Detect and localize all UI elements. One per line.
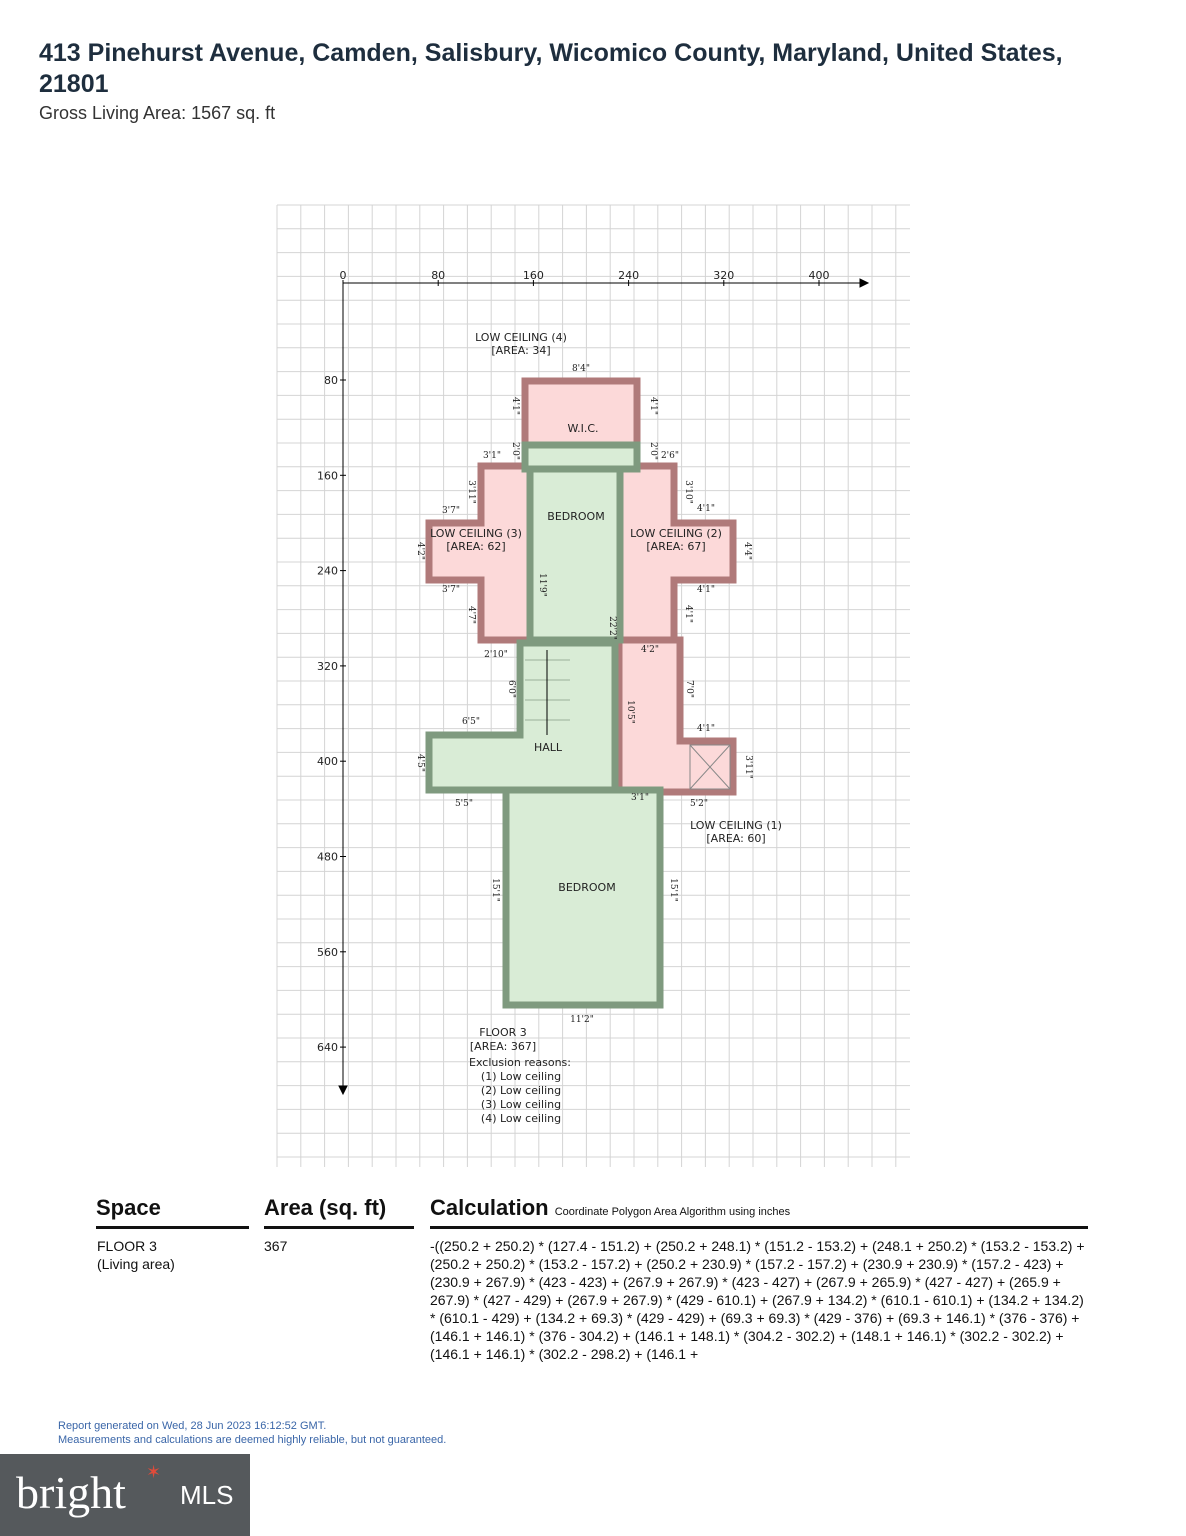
table-row-calc: -((250.2 + 250.2) * (127.4 - 151.2) + (250.2 + 248.1) * (151.2 - 153.2) + (248.1 + 250.2) * (153.2 - 153.2) + (250.2 + 250.2) * (153.2 - 157.2) + (250.2 + 230.9) * (157.2 - 157.2) + (230.9 + 230.9) * (157.2 - 423) + (230.9 + 267.9) * (423 - 423) + (267.9 + 267.9) * (423 - 427) + (267.9 + 265.9) * (427 - 427) + (265.9 + 267.9) * (427 - 429) + (267.9 + 267.9) * (429 - 610.1) + (267.9 + 134.2) * (610.1 - 610.1) + (134.2 + 134.2) * (610.1 - 429) + (134.2 + 69.3) * (429 - 429) + (69.3 + 69.3) * (429 - 376) + (69.3 + 146.1) * (376 - 376) + (146.1 + 146.1) * (376 - 304.2) + (146.1 + 148.1) * (304.2 - 302.2) + (148.1 + 146.1) * (302.2 - 302.2) + (146.1 + 146.1) * (302.2 - 298.2) + (146.1 +: [430, 1238, 1085, 1362]
low-ceiling-2-label: LOW CEILING (2): [630, 527, 722, 540]
y-tick-label: 400: [317, 755, 338, 769]
page-title: 413 Pinehurst Avenue, Camden, Salisbury, Wicomico County, Maryland, United States, 21801: [39, 39, 1063, 98]
dimension-label: 10'5": [625, 700, 635, 724]
y-tick-label: 160: [317, 469, 338, 483]
low-ceiling-2-area: [AREA: 67]: [646, 540, 706, 553]
dimension-label: 4'1": [696, 585, 716, 595]
dimension-label: 4'2": [415, 541, 425, 561]
low-ceiling-1-label: LOW CEILING (1): [690, 819, 782, 832]
gross-living-area: Gross Living Area: 1567 sq. ft: [39, 103, 276, 123]
y-tick-label: 80: [324, 374, 338, 387]
divider: [430, 1226, 1088, 1229]
dimension-label: 3'1": [630, 793, 650, 803]
x-tick-label: 320: [713, 269, 735, 282]
disclaimer: Measurements and calculations are deemed highly reliable, but not guaranteed.: [58, 1434, 447, 1446]
dimension-label: 5'2": [689, 799, 709, 809]
room-wic: W.I.C.: [567, 422, 599, 435]
dimension-label: 3'1": [482, 451, 502, 461]
logo-suffix: MLS: [180, 1480, 234, 1510]
exclusion-item: (2) Low ceiling: [480, 1084, 562, 1097]
x-tick-label: 240: [618, 269, 640, 282]
y-tick-label: 480: [317, 850, 338, 864]
room-bedroom-upper: BEDROOM: [547, 510, 605, 523]
dimension-label: 22'2": [607, 616, 617, 640]
dimension-label: 2'0": [510, 441, 520, 461]
dimension-label: 4'4": [742, 541, 752, 561]
space-type: (Living area): [97, 1256, 175, 1272]
divider: [96, 1226, 249, 1229]
space-name: FLOOR 3: [97, 1238, 157, 1254]
header-calc-note: Coordinate Polygon Area Algorithm using inches: [554, 1206, 791, 1218]
x-tick-label: 80: [431, 269, 446, 282]
header-space: Space: [96, 1195, 161, 1220]
report-generated: Report generated on Wed, 28 Jun 2023 16:12:52 GMT.: [58, 1420, 327, 1432]
dimension-label: 4'1": [510, 396, 520, 416]
dimension-label: 4'7": [466, 605, 476, 625]
y-tick-label: 320: [317, 659, 338, 673]
bright-mls-logo: [0, 1454, 250, 1536]
low-ceiling-4-area: [AREA: 34]: [491, 344, 551, 357]
x-tick-label: 160: [522, 269, 544, 282]
low-ceiling-1-area: [AREA: 60]: [706, 832, 766, 845]
dimension-label: 6'0": [506, 679, 516, 699]
floor-label: FLOOR 3: [479, 1026, 527, 1039]
dimension-label: 2'0": [648, 441, 658, 461]
header-calc-cell: [430, 1195, 790, 1221]
dimension-label: 3'7": [441, 506, 461, 516]
header-area: Area (sq. ft): [264, 1195, 387, 1220]
dimension-label: 7'0": [684, 679, 694, 699]
dimension-label: 4'5": [415, 753, 425, 773]
footer: [58, 1419, 446, 1447]
dimension-label: 4'1": [696, 504, 716, 514]
y-tick-label: 240: [317, 564, 338, 578]
x-tick-label: 400: [808, 269, 830, 282]
dimension-label: 4'1": [696, 724, 716, 734]
exclusion-item: (3) Low ceiling: [480, 1098, 562, 1111]
dimension-label: 15'1": [490, 878, 500, 902]
exclusion-title: Exclusion reasons:: [469, 1056, 571, 1069]
logo-text: bright: [16, 1467, 126, 1518]
low-ceiling-3-area: [AREA: 62]: [446, 540, 506, 553]
dimension-label: 2'10": [484, 650, 508, 660]
x-tick-label: 0: [339, 269, 347, 282]
room-bedroom-lower: BEDROOM: [558, 881, 616, 894]
y-tick-label: 640: [317, 1041, 338, 1055]
star-icon: ✶: [146, 1462, 162, 1482]
table-row-area: 367: [264, 1238, 288, 1254]
y-tick-label: 560: [317, 945, 338, 959]
dimension-label: 8'4": [571, 364, 591, 374]
dimension-label: 2'6": [660, 451, 680, 461]
room-hall: HALL: [533, 741, 563, 754]
dimension-label: 6'5": [461, 717, 481, 727]
exclusion-item: (1) Low ceiling: [480, 1070, 562, 1083]
table-row-space: [97, 1237, 175, 1273]
low-ceiling-4-label: LOW CEILING (4): [475, 331, 567, 344]
dimension-label: 5'5": [454, 799, 474, 809]
dimension-label: 3'10": [683, 480, 693, 504]
dimension-label: 4'1": [648, 396, 658, 416]
dimension-label: 11'9": [537, 573, 547, 597]
low-ceiling-3-label: LOW CEILING (3): [430, 527, 522, 540]
floor-area: [AREA: 367]: [469, 1040, 537, 1053]
dimension-label: 4'1": [683, 604, 693, 624]
header-calc: Calculation: [430, 1195, 549, 1220]
dimension-label: 11'2": [570, 1015, 594, 1025]
dimension-label: 3'11": [466, 480, 476, 504]
exclusion-item: (4) Low ceiling: [480, 1112, 562, 1125]
dimension-label: 15'1": [668, 878, 678, 902]
dimension-label: 4'2": [640, 645, 660, 655]
divider: [264, 1226, 414, 1229]
dimension-label: 3'11": [743, 755, 753, 779]
dimension-label: 3'7": [441, 585, 461, 595]
